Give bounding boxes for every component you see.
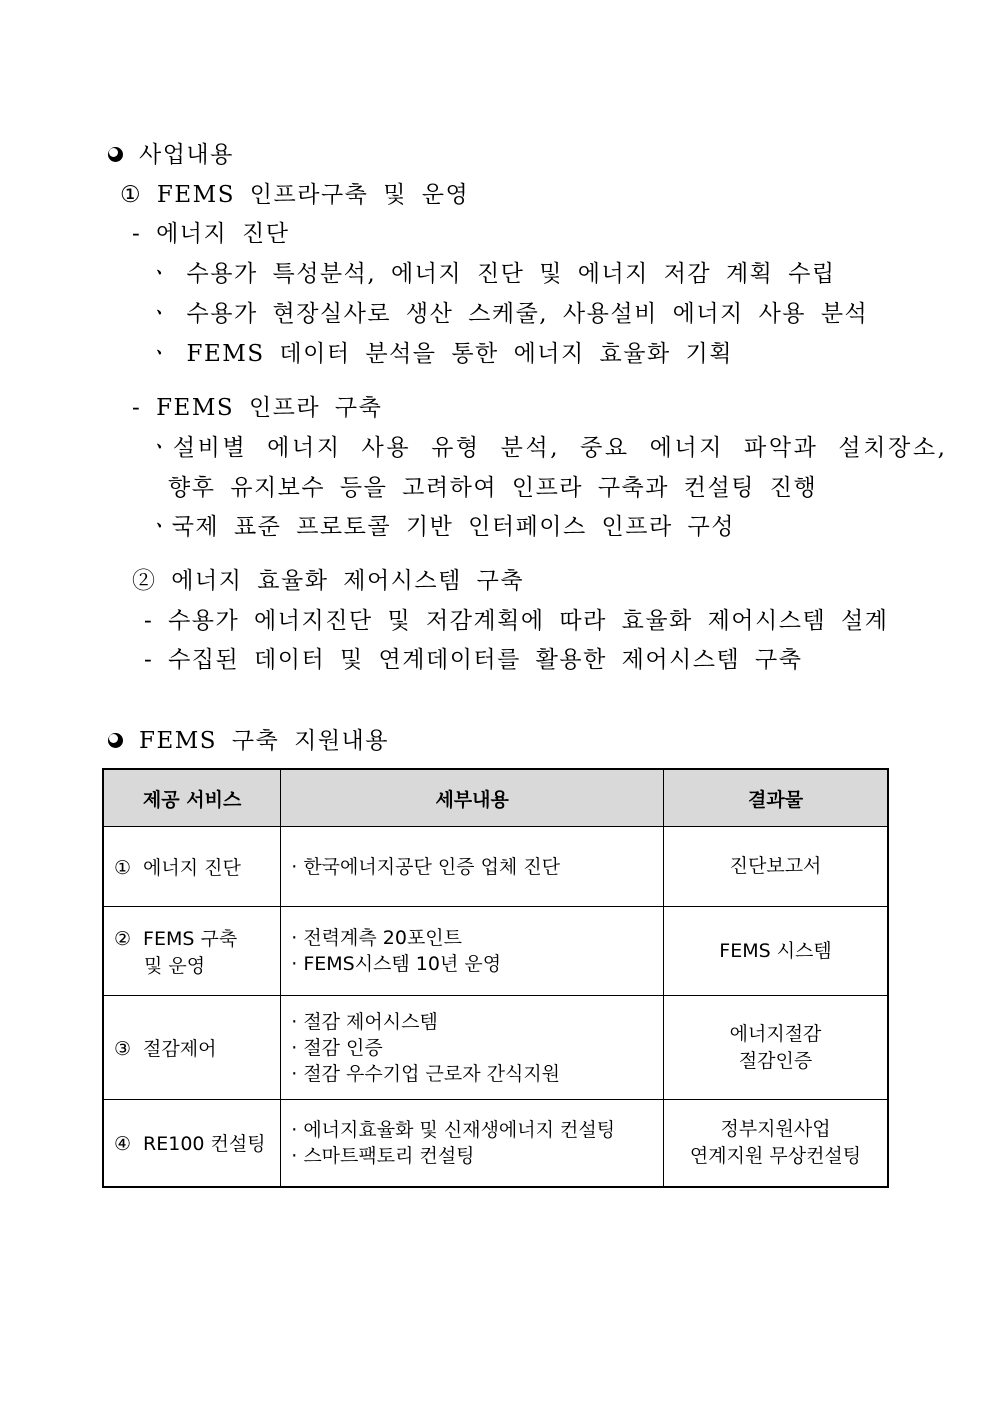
service-number: ④ — [114, 1133, 132, 1156]
detail-item: · 스마트팩토리 컨설팅 — [291, 1144, 475, 1167]
table-row — [103, 827, 888, 907]
table-row — [103, 907, 888, 996]
sub2-bullet2: ㆍ국제 표준 프로토콜 기반 인터페이스 인프라 구성 — [148, 514, 735, 540]
header-result: 결과물 — [664, 769, 888, 827]
sub1-bullet: ㆍ 수용가 현장실사로 생산 스케줄, 사용설비 에너지 사용 분석 — [148, 301, 869, 327]
details-cell — [281, 827, 664, 907]
detail-item: · 절감 제어시스템 — [291, 1010, 438, 1033]
sub2-bullet1-line1: ㆍ설비별 에너지 사용 유형 분석, 중요 에너지 파악과 설치장소, — [148, 435, 948, 461]
header-service: 제공 서비스 — [103, 769, 281, 827]
section-title-text: FEMS 구축 지원내용 — [139, 728, 389, 754]
sub1-bullet: ㆍ FEMS 데이터 분석을 통한 에너지 효율화 기획 — [148, 341, 733, 367]
result-line: 에너지절감 — [729, 1022, 822, 1045]
item2-line: - 수용가 에너지진단 및 저감계획에 따라 효율화 제어시스템 설계 — [144, 608, 889, 634]
service-name: RE100 컨설팅 — [143, 1133, 266, 1156]
service-cell — [103, 827, 281, 907]
details-cell — [281, 907, 664, 996]
service-number: ① — [114, 857, 132, 879]
details-cell — [281, 1100, 664, 1187]
section-title-support — [108, 726, 389, 756]
sub2-title: - FEMS 인프라 구축 — [132, 395, 383, 421]
detail-item: · 전력계측 20포인트 — [291, 927, 463, 949]
detail-item: · 에너지효율화 및 신재생에너지 컨설팅 — [291, 1118, 616, 1141]
header-details: 세부내용 — [281, 769, 664, 827]
result-line: 진단보고서 — [729, 855, 822, 877]
table-header-row — [103, 769, 888, 827]
item2-line: - 수집된 데이터 및 연계데이터를 활용한 제어시스템 구축 — [144, 647, 803, 673]
detail-item: · 절감 우수기업 근로자 간식지원 — [291, 1062, 561, 1085]
detail-item: · 한국에너지공단 인증 업체 진단 — [291, 855, 561, 878]
service-number: ② — [114, 928, 132, 950]
circle-bullet-icon — [108, 147, 123, 162]
circle-bullet-icon — [108, 733, 123, 748]
result-line: FEMS 시스템 — [719, 939, 832, 962]
service-cell — [103, 1100, 281, 1187]
service-number: ③ — [114, 1038, 132, 1060]
sub1-bullet: ㆍ 수용가 특성분석, 에너지 진단 및 에너지 저감 계획 수립 — [148, 261, 836, 287]
result-line: 연계지원 무상컨설팅 — [689, 1144, 862, 1167]
item1-heading: ① FEMS 인프라구축 및 운영 — [120, 182, 470, 208]
service-cell — [103, 996, 281, 1100]
result-cell — [664, 827, 888, 907]
service-name: 에너지 진단 — [143, 857, 241, 879]
result-cell — [664, 1100, 888, 1187]
sub1-title: - 에너지 진단 — [132, 221, 290, 247]
result-line: 정부지원사업 — [720, 1117, 831, 1140]
section-title-business — [108, 140, 234, 170]
detail-item: · FEMS시스템 10년 운영 — [291, 953, 502, 975]
table-row — [103, 1100, 888, 1187]
support-table — [102, 768, 889, 1188]
service-cell — [103, 907, 281, 996]
service-name: 절감제어 — [143, 1038, 217, 1060]
result-line: 절감인증 — [738, 1049, 813, 1072]
service-name: FEMS 구축 — [143, 928, 238, 950]
result-cell — [664, 996, 888, 1100]
sub2-bullet1-line2: 향후 유지보수 등을 고려하여 인프라 구축과 컨설팅 진행 — [168, 475, 818, 501]
detail-item: · 절감 인증 — [291, 1036, 383, 1059]
item2-heading: ② 에너지 효율화 제어시스템 구축 — [132, 568, 525, 594]
table-row — [103, 996, 888, 1100]
result-cell — [664, 907, 888, 996]
section-title-text: 사업내용 — [139, 142, 234, 168]
details-cell — [281, 996, 664, 1100]
service-name-line2: 및 운영 — [144, 955, 206, 977]
